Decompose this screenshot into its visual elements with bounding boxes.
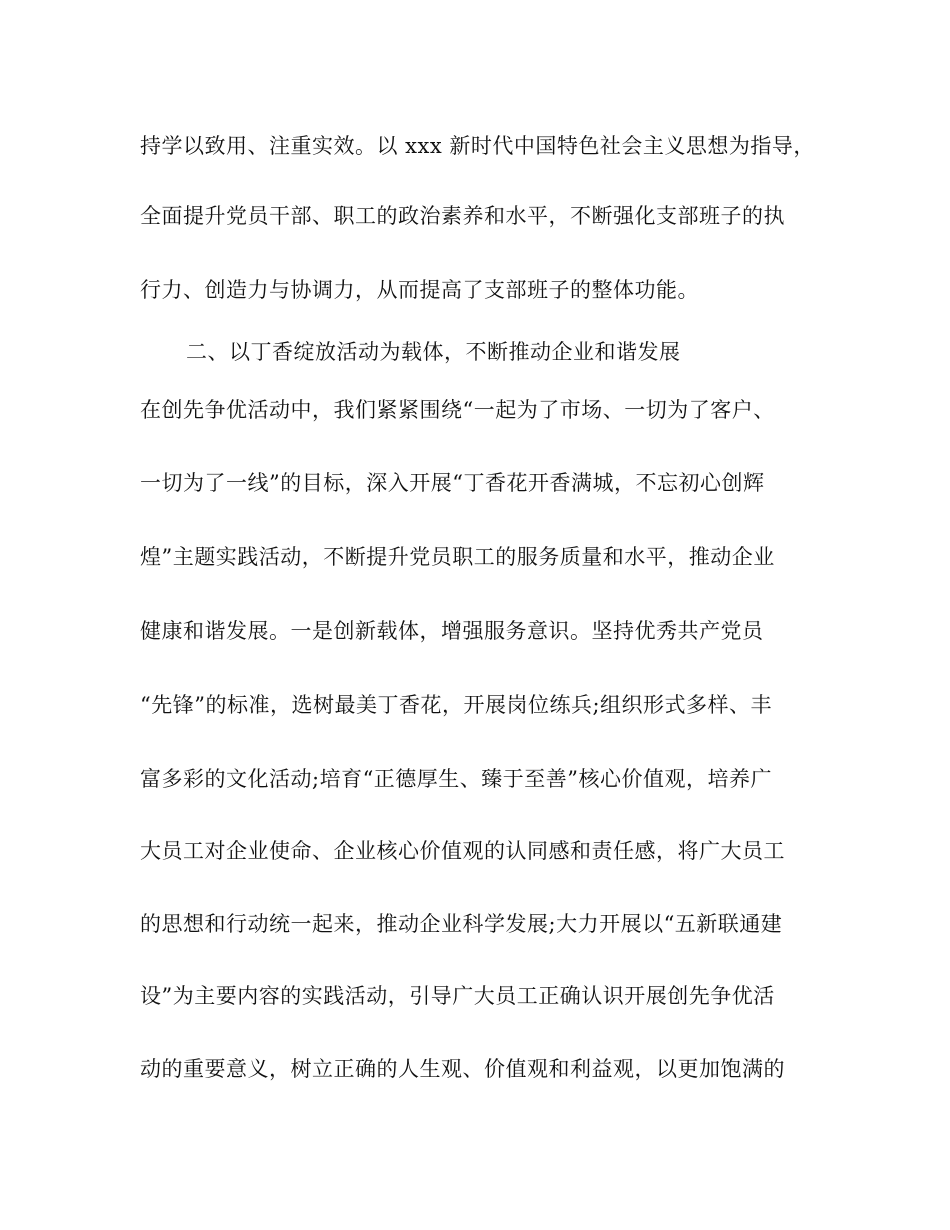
paragraph-line: 大员工对企业使命、企业核心价值观的认同感和责任感，将广大员工 [140, 839, 785, 863]
paragraph-line: 设”为主要内容的实践活动，引导广大员工正确认识开展创先争优活 [140, 984, 775, 1008]
paragraph-line: 健康和谐发展。一是创新载体，增强服务意识。坚持优秀共产党员 [140, 619, 764, 643]
paragraph-line: 全面提升党员干部、职工的政治素养和水平，不断强化支部班子的执 [140, 204, 785, 228]
paragraph-line: “先锋”的标准，选树最美丁香花，开展岗位练兵;组织形式多样、丰 [140, 693, 773, 717]
section-heading: 二、以丁香绽放活动为载体，不断推动企业和谐发展 [186, 340, 681, 364]
paragraph-line: 一切为了一线”的目标，深入开展“丁香花开香满城，不忘初心创辉 [140, 471, 765, 495]
paragraph-line: 的思想和行动统一起来，推动企业科学发展;大力开展以“五新联通建 [140, 912, 783, 936]
paragraph-line: 富多彩的文化活动;培育“正德厚生、臻于至善”核心价值观，培养广 [140, 767, 773, 791]
paragraph-line: 持学以致用、注重实效。以 xxx 新时代中国特色社会主义思想为指导， [140, 134, 815, 158]
paragraph-line: 煌”主题实践活动，不断提升党员职工的服务质量和水平，推动企业 [140, 545, 775, 569]
paragraph-line: 动的重要意义，树立正确的人生观、价值观和利益观，以更加饱满的 [140, 1057, 785, 1081]
paragraph-line: 行力、创造力与协调力，从而提高了支部班子的整体功能。 [140, 278, 699, 302]
paragraph-line: 在创先争优活动中，我们紧紧围绕“一起为了市场、一切为了客户、 [140, 398, 775, 422]
